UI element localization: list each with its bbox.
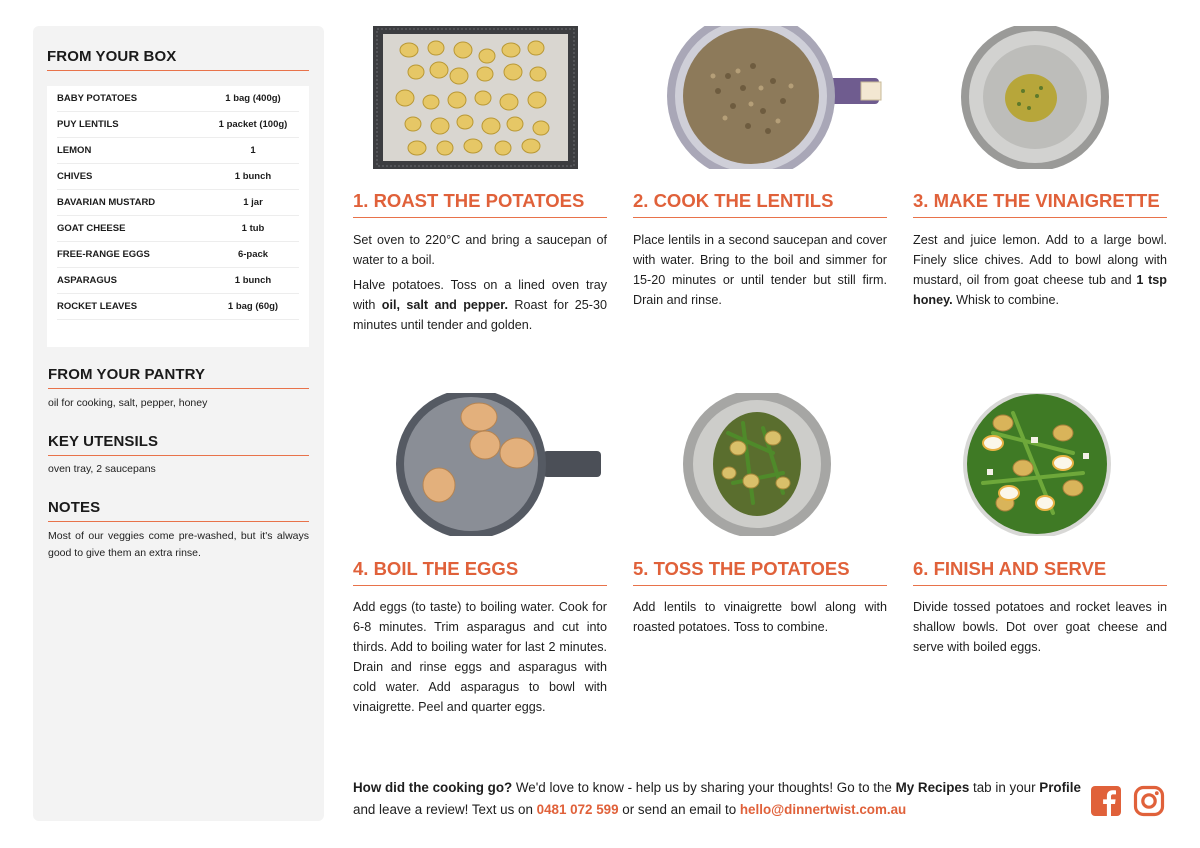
ingredient-name: FREE-RANGE EGGS (57, 249, 150, 260)
feedback-footer (353, 777, 1083, 821)
step-2-text (633, 230, 887, 315)
ingredient-qty: 1 jar (243, 197, 263, 208)
ingredient-qty: 1 bag (60g) (227, 301, 279, 312)
step-paragraph (633, 597, 887, 637)
ingredients-sidebar (33, 26, 324, 821)
step-6-text (913, 597, 1167, 662)
step-text: Zest and juice lemon. Add to a large bowl. Finely slice chives. Add to bowl along with mustard, oil from goat cheese tub and (913, 233, 1167, 287)
step-1-text (353, 230, 607, 340)
footer-text: tab in your (969, 780, 1040, 795)
pantry-text: oil for cooking, salt, pepper, honey (48, 397, 208, 409)
footer-contact[interactable]: 0481 072 599 (536, 802, 619, 817)
ingredient-row (57, 138, 299, 164)
footer-text: How did the cooking go? (353, 780, 513, 795)
roasted-potatoes-image (353, 26, 607, 169)
ingredient-row (57, 294, 299, 320)
step-1-title: 1. ROAST THE POTATOES (353, 190, 607, 218)
ingredient-row (57, 86, 299, 112)
ingredient-qty: 1 bunch (234, 275, 272, 286)
step-5-text (633, 597, 887, 642)
step-paragraph (353, 597, 607, 717)
ingredient-qty: 1 packet (100g) (218, 119, 288, 130)
step-paragraph (633, 230, 887, 310)
pantry-section-title: FROM YOUR PANTRY (48, 366, 309, 389)
step-text: Whisk to combine. (952, 293, 1060, 307)
step-paragraph (913, 597, 1167, 657)
instagram-icon[interactable] (1133, 785, 1165, 817)
step-4-title: 4. BOIL THE EGGS (353, 558, 607, 586)
step-3-title: 3. MAKE THE VINAIGRETTE (913, 190, 1167, 218)
ingredient-name: ROCKET LEAVES (57, 301, 138, 312)
step-4-text (353, 597, 607, 722)
ingredient-name: GOAT CHEESE (57, 223, 126, 234)
step-text: Place lentils in a second saucepan and cover with water. Bring to the boil and simmer for 15-20 minutes or until tender but still firm. Drain and rinse. (633, 233, 887, 307)
ingredient-qty: 1 tub (241, 223, 265, 234)
footer-text: and leave a review! Text us on (353, 802, 537, 817)
ingredient-name: BABY POTATOES (57, 93, 138, 104)
ingredient-row (57, 190, 299, 216)
lentils-strainer-image (633, 26, 887, 169)
step-text: Divide tossed potatoes and rocket leaves in shallow bowls. Dot over goat cheese and serve with boiled eggs. (913, 600, 1167, 654)
footer-text: or send an email to (618, 802, 740, 817)
notes-section-title: NOTES (48, 499, 309, 522)
ingredient-name: ASPARAGUS (57, 275, 117, 286)
eggs-saucepan-image (353, 393, 607, 536)
ingredient-row (57, 268, 299, 294)
utensils-section-title: KEY UTENSILS (48, 433, 309, 456)
ingredient-qty: 1 bunch (234, 171, 272, 182)
step-6-title: 6. FINISH AND SERVE (913, 558, 1167, 586)
ingredient-qty: 6-pack (237, 249, 269, 260)
step-bold-text: 1 tsp honey. (913, 273, 1167, 307)
ingredient-row (57, 242, 299, 268)
footer-text: Profile (1039, 780, 1081, 795)
footer-text: My Recipes (895, 780, 970, 795)
step-text: Halve potatoes. Toss on a lined oven tray with (353, 278, 607, 312)
step-bold-text: oil, salt and pepper. (381, 298, 509, 312)
ingredient-row (57, 216, 299, 242)
step-text: Add eggs (to taste) to boiling water. Cook for 6-8 minutes. Trim asparagus and cut into thirds. Add to boiling water for last 2 minutes. Drain and rinse eggs and asparagus with cold water. Add asparagus to bowl with vinaigrette. Peel and quarter eggs. (353, 600, 607, 714)
step-paragraph (913, 230, 1167, 310)
step-2-title: 2. COOK THE LENTILS (633, 190, 887, 218)
notes-text: Most of our veggies come pre-washed, but it's always good to give them an extra rinse. (48, 530, 309, 559)
ingredient-name: LEMON (57, 145, 92, 156)
ingredient-qty: 1 bag (400g) (225, 93, 281, 104)
step-3-text (913, 230, 1167, 315)
ingredient-qty: 1 (250, 145, 256, 156)
facebook-icon[interactable] (1090, 785, 1122, 817)
ingredient-name: PUY LENTILS (57, 119, 119, 130)
utensils-text: oven tray, 2 saucepans (48, 463, 156, 475)
ingredient-name: BAVARIAN MUSTARD (57, 197, 156, 208)
ingredient-row (57, 112, 299, 138)
step-5-title: 5. TOSS THE POTATOES (633, 558, 887, 586)
ingredient-name: CHIVES (57, 171, 93, 182)
step-paragraph (353, 230, 607, 270)
step-text: Roast for 25-30 minutes until tender and golden. (353, 298, 607, 332)
footer-contact[interactable]: hello@dinnertwist.com.au (739, 802, 907, 817)
tossed-potatoes-image (633, 393, 887, 536)
vinaigrette-bowl-image (913, 26, 1167, 169)
finished-salad-image (913, 393, 1167, 536)
box-section-title: FROM YOUR BOX (47, 48, 309, 71)
ingredient-row (57, 164, 299, 190)
step-text: Set oven to 220°C and bring a saucepan of water to a boil. (353, 233, 607, 267)
step-paragraph (353, 275, 607, 335)
step-text: Add lentils to vinaigrette bowl along with roasted potatoes. Toss to combine. (633, 600, 887, 634)
box-ingredients-table (47, 86, 309, 347)
footer-text: We'd love to know - help us by sharing your thoughts! Go to the (512, 780, 896, 795)
